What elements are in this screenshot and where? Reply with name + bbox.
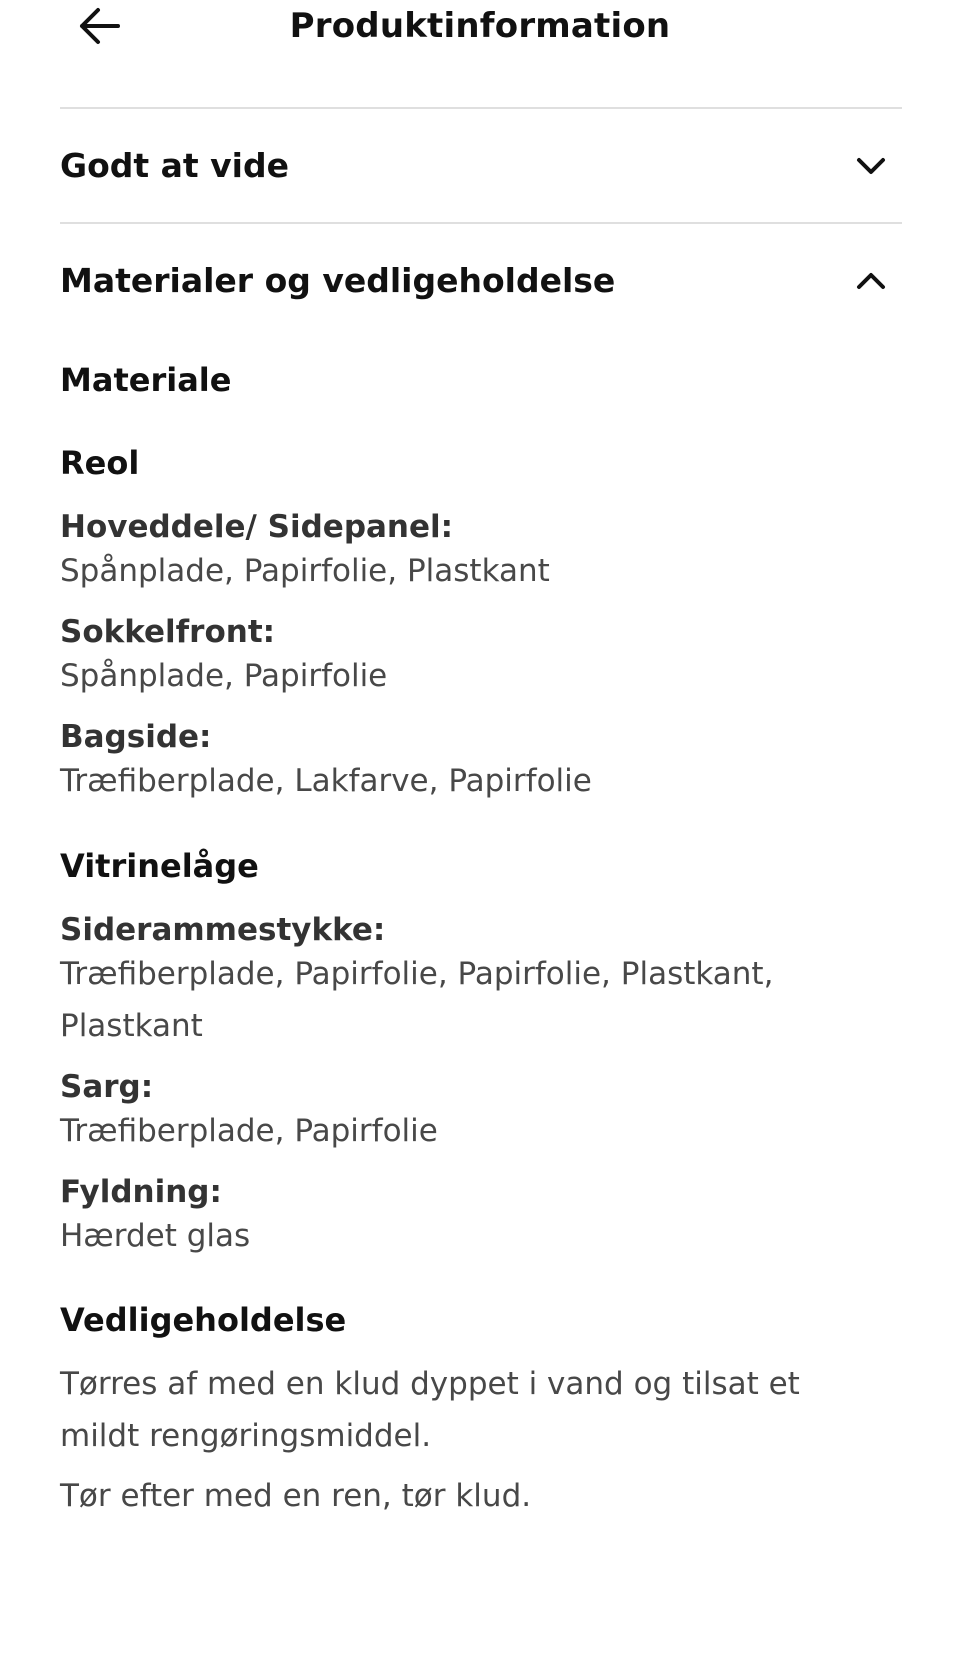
page-title: Produktinformation (289, 6, 671, 46)
divider (60, 107, 902, 109)
chevron-down-icon (854, 150, 888, 182)
divider (60, 222, 902, 224)
material-group-reol (60, 441, 902, 807)
materials-care-panel (60, 358, 902, 1522)
material-part (60, 1065, 902, 1157)
material-part (60, 610, 902, 702)
part-label: Sarg: (60, 1069, 154, 1105)
part-label: Siderammestykke: (60, 912, 386, 948)
care-section (60, 1298, 902, 1522)
chevron-up-icon (854, 265, 888, 297)
material-group-vitrinelage (60, 844, 902, 1262)
material-part (60, 1170, 902, 1262)
accordion-title: Materialer og vedligeholdelse (60, 261, 616, 300)
material-part (60, 715, 902, 807)
part-label: Fyldning: (60, 1174, 222, 1210)
part-label: Bagside: (60, 719, 212, 755)
part-value: Træfiberplade, Lakfarve, Papirfolie (60, 763, 592, 799)
group-heading: Reol (60, 444, 140, 482)
part-label: Hoveddele/ Sidepanel: (60, 509, 454, 545)
part-value: Hærdet glas (60, 1218, 251, 1254)
material-part (60, 505, 902, 597)
accordion-title: Godt at vide (60, 146, 290, 185)
accordion-materials-care[interactable] (60, 241, 902, 321)
material-part (60, 908, 902, 1052)
care-heading: Vedligeholdelse (60, 1301, 347, 1339)
part-value: Spånplade, Papirfolie, Plastkant (60, 553, 550, 589)
accordion-good-to-know[interactable] (60, 126, 902, 206)
materials-heading: Materiale (60, 361, 232, 399)
part-value: Træfiberplade, Papirfolie, Papirfolie, Plastkant, Plastkant (60, 956, 774, 1044)
care-paragraph: Tørres af med en klud dyppet i vand og tilsat et mildt rengøringsmiddel. (60, 1366, 800, 1454)
part-value: Spånplade, Papirfolie (60, 658, 388, 694)
part-value: Træfiberplade, Papirfolie (60, 1113, 438, 1149)
group-heading: Vitrinelåge (60, 847, 259, 885)
care-paragraph: Tør efter med en ren, tør klud. (60, 1478, 532, 1514)
top-app-bar (0, 0, 960, 60)
part-label: Sokkelfront: (60, 614, 276, 650)
